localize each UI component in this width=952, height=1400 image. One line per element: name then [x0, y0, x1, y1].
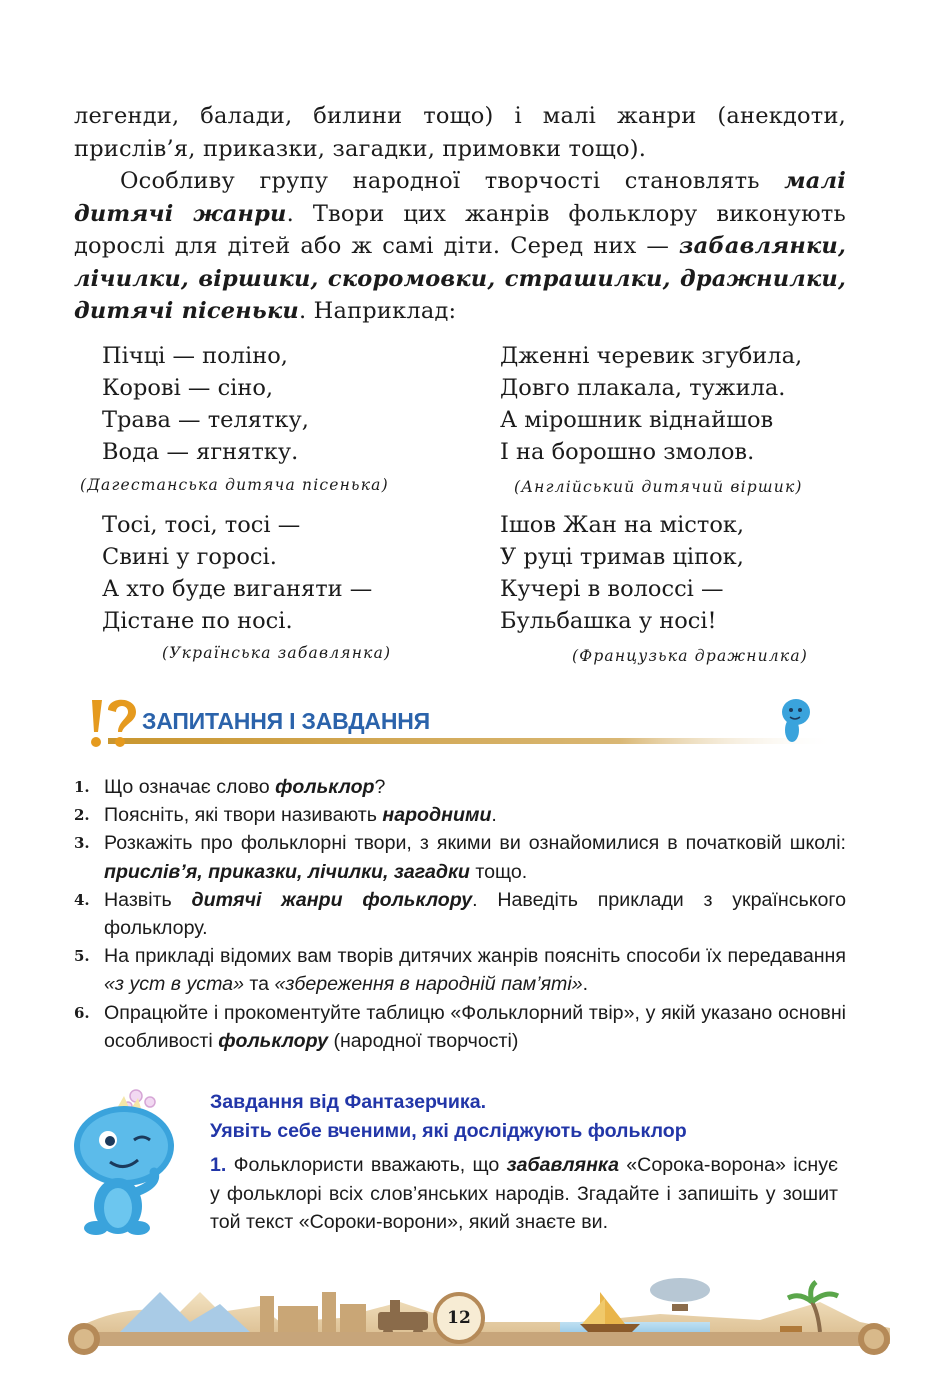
small-mascot-icon [782, 699, 810, 742]
questions-title: ЗАПИТАННЯ І ЗАВДАННЯ [142, 708, 430, 734]
fantasy-task-item [210, 1151, 838, 1237]
task-number: 1. [210, 1154, 227, 1176]
poem-line: Свині у горосі. [102, 544, 277, 570]
poem-line: Трава — телятку, [102, 407, 309, 433]
poem-english [500, 340, 802, 468]
fantasy-header-2: Уявіть себе вченими, які досліджують фольклор [210, 1119, 687, 1142]
task-term: дитячі жанри фольклору [191, 888, 473, 911]
task-item [74, 942, 846, 998]
task-term: прислів’я, приказки, лічилки, загадки [104, 860, 470, 883]
poem-source: (Французька дражнилка) [572, 647, 809, 665]
poem-line: Ішов Жан на місток, [500, 512, 745, 538]
task-number: 1. [74, 778, 90, 796]
text-span: . [582, 973, 589, 996]
airship-icon [650, 1278, 710, 1311]
task-number: 4. [74, 890, 90, 909]
text-span: та [243, 973, 275, 996]
task-term: фольклору [218, 1029, 328, 1052]
fantazerchyk-mascot-icon [66, 1088, 196, 1238]
poem-line: Кучері в волоссі — [500, 576, 724, 602]
poem-ukrainian [102, 509, 372, 637]
poem-line: Вода — ягнятку. [102, 439, 299, 465]
text-span: Що означає слово [104, 776, 276, 798]
fantasy-task-block [210, 1088, 838, 1237]
poem-source: (Дагестанська дитяча пісенька) [80, 476, 389, 494]
task-item [74, 773, 846, 801]
task-list [74, 773, 846, 1055]
task-term: фольклор [275, 776, 375, 798]
poem-line: А хто буде виганяти — [102, 576, 373, 602]
poem-line: І на борошно змолов. [500, 439, 755, 465]
poem-line: Дженні черевик згубила, [500, 343, 803, 369]
poem-line: Довго плакала, тужила. [500, 375, 786, 401]
text-span: тощо. [469, 860, 528, 883]
task-number: 6. [74, 1003, 90, 1022]
text-span: Назвіть [104, 888, 192, 911]
poem-line: Бульбашка у носі! [500, 608, 717, 634]
term-small-genres: малі дитячі жанри [74, 168, 846, 227]
intro-paragraph-2 [74, 165, 846, 328]
task-item [74, 886, 846, 942]
text-span: Особливу групу народної творчості становлять [120, 168, 785, 194]
poem-line: Дістане по носі. [102, 608, 293, 634]
poem-line: Корові — сіно, [102, 375, 274, 401]
page-number: 12 [447, 1308, 471, 1328]
task-quote: «з уст в уста» [104, 973, 244, 996]
text-span: . Наприклад: [298, 298, 457, 324]
task-item [74, 801, 846, 829]
intro-text [74, 100, 846, 328]
poem-line: У руці тримав ціпок, [500, 544, 744, 570]
task-item [74, 829, 846, 885]
poem-source: (Українська забавлянка) [162, 644, 392, 662]
text-span: . [491, 804, 497, 827]
ship-icon [580, 1292, 640, 1334]
intro-line-1: легенди, балади, билини тощо) і малі жанри (анекдоти, прислів’я, приказки, загадки, примовки тощо). [74, 103, 846, 162]
poem-source: (Англійський дитячий віршик) [514, 478, 803, 496]
task-number: 2. [74, 806, 90, 825]
text-span: (народної творчості) [328, 1029, 519, 1052]
task-item [74, 999, 846, 1055]
poem-line: А мірошник віднайшов [500, 407, 774, 433]
text-span: Опрацюйте і прокоментуйте таблицю «Фольклорний твір», у якій указано основні особливості [104, 1001, 846, 1052]
text-span: «Сорока-ворона» існує у фольклорі всіх слов’янських народів. Згадайте і запишіть у зошит той текст «Сороки-ворони», який знаєте ви. [210, 1154, 839, 1233]
poem-french [500, 509, 744, 637]
task-quote: «збереження в народній пам’яті» [274, 973, 583, 996]
term-genre-list: забавлянки, лічилки, віршики, скоромовки, страшилки, дражнилки, дитячі пісеньки [74, 233, 846, 324]
poem-line: Пічці — поліно, [102, 343, 288, 369]
task-term: забавлянка [506, 1154, 619, 1176]
poem-dagestan [102, 340, 309, 468]
banner-underline [108, 738, 838, 744]
text-span: Розкажіть про фольклорні твори, з якими ви ознайомилися в початковій школі: [104, 832, 846, 855]
text-span: . Наведіть приклади з українського фольклору. [104, 888, 846, 940]
fantasy-header-1: Завдання від Фантазерчика. [210, 1091, 487, 1113]
text-span: На прикладі відомих вам творів дитячих жанрів поясніть способи їх передавання [104, 945, 846, 968]
text-span: Поясніть, які твори називають [104, 804, 383, 827]
task-number: 5. [74, 947, 90, 966]
poem-line: Тосі, тосі, тосі — [102, 512, 301, 538]
text-span: Фольклористи вважають, що [226, 1154, 507, 1176]
text-span: . Твори цих жанрів фольклору виконують дорослі для дітей або ж самі діти. Серед них — [74, 200, 846, 259]
task-term: народними [382, 804, 492, 827]
text-span: ? [374, 776, 386, 798]
task-number: 3. [74, 834, 90, 853]
